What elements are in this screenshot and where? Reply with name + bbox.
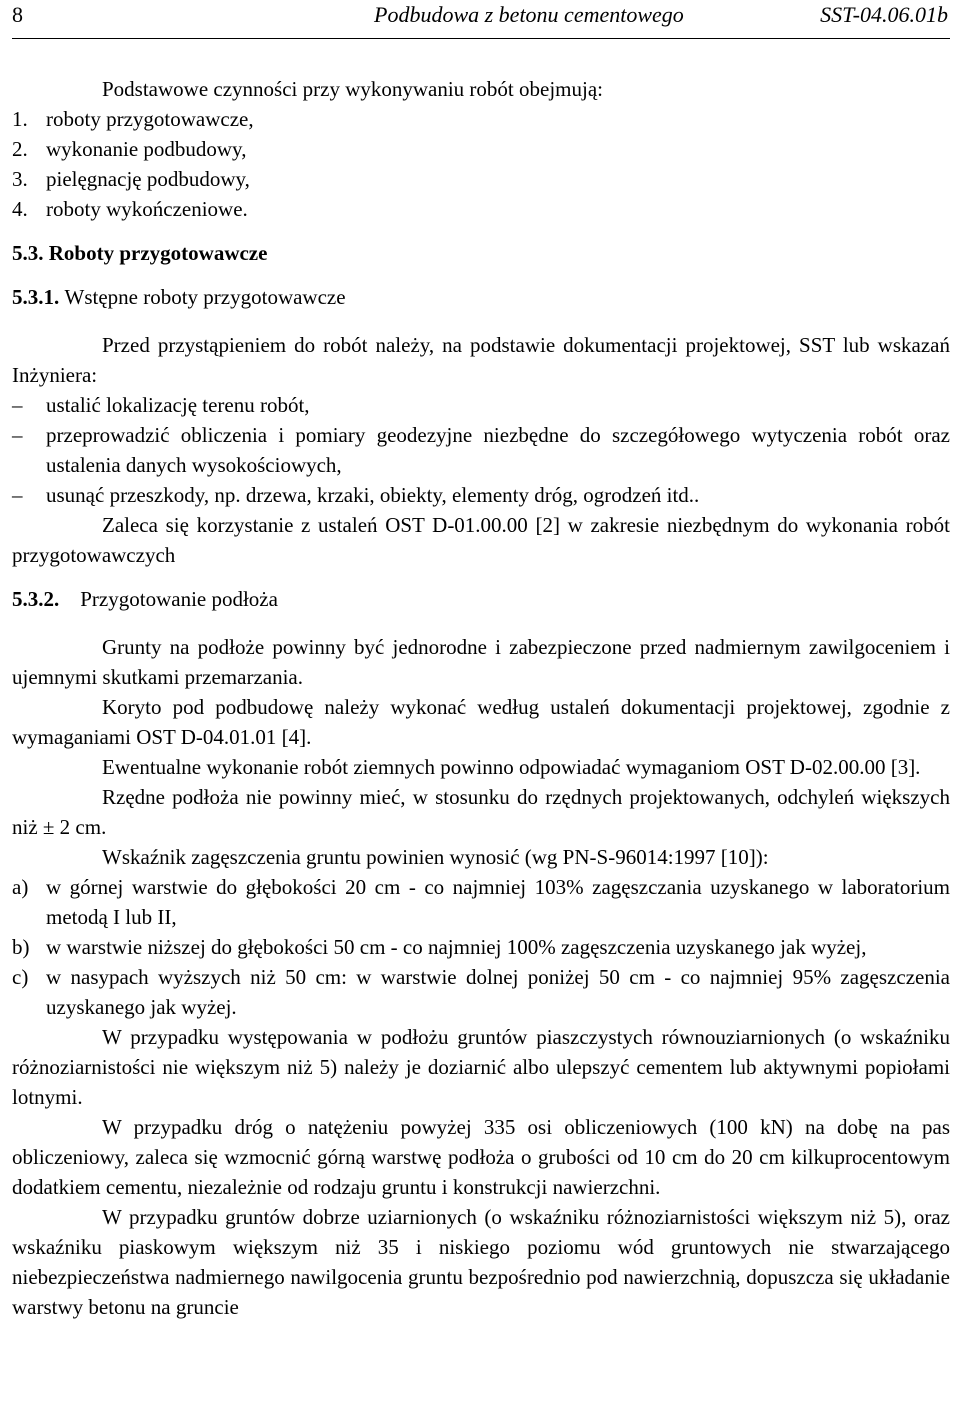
section-title: Roboty przygotowawcze xyxy=(48,241,268,265)
section-heading-5-3-2 xyxy=(12,584,950,614)
dash-item xyxy=(12,480,950,510)
paragraph-1: Grunty na podłoże powinny być jednorodne i zabezpieczone przed nadmiernym zawilgoceniem i ujemnymi skutkami przemarzania. xyxy=(12,635,950,689)
letter-item xyxy=(12,872,950,932)
letter-item xyxy=(12,932,950,962)
letter-item-text: w nasypach wyższych niż 50 cm: w warstwie dolnej poniżej 50 cm - co najmniej 95% zagęszczenia uzyskanego jak wyżej. xyxy=(46,965,950,1019)
dash-item-text: przeprowadzić obliczenia i pomiary geodezyjne niezbędne do szczegółowego wytyczenia robót oraz ustalenia danych wysokościowych, xyxy=(46,423,950,477)
step-number: 1. xyxy=(12,107,28,131)
step-item xyxy=(12,194,950,224)
dash-item-text: usunąć przeszkody, np. drzewa, krzaki, obiekty, elementy dróg, ogrodzeń itd.. xyxy=(46,483,700,507)
paragraph-prep: Przed przystąpieniem do robót należy, na podstawie dokumentacji projektowej, SST lub wskazań Inżyniera: xyxy=(12,333,950,387)
dash-item xyxy=(12,390,950,420)
paragraph-4: Rzędne podłoża nie powinny mieć, w stosunku do rzędnych projektowanych, odchyleń większych niż ± 2 cm. xyxy=(12,785,950,839)
dash-item-text: ustalić lokalizację terenu robót, xyxy=(46,393,310,417)
letter-marker: c) xyxy=(12,965,29,989)
paragraph-5: Wskaźnik zagęszczenia gruntu powinien wynosić (wg PN-S-96014:1997 [10]): xyxy=(102,845,769,869)
section-heading-5-3 xyxy=(12,238,950,268)
letter-item-text: w warstwie niższej do głębokości 50 cm - co najmniej 100% zagęszczenia uzyskanego jak wyżej, xyxy=(46,935,867,959)
step-number: 2. xyxy=(12,137,28,161)
section-number: 5.3.2. xyxy=(12,587,60,611)
letter-marker: b) xyxy=(12,935,30,959)
paragraph-2: Koryto pod podbudowę należy wykonać według ustaleń dokumentacji projektowej, zgodnie z wymaganiami OST D-04.01.01 [4]. xyxy=(12,695,950,749)
page-header xyxy=(12,0,950,39)
intro-paragraph: Podstawowe czynności przy wykonywaniu robót obejmują: xyxy=(102,77,603,101)
section-title: Wstępne roboty przygotowawcze xyxy=(64,285,346,309)
paragraph-3: Ewentualne wykonanie robót ziemnych powinno odpowiadać wymaganiom OST D-02.00.00 [3]. xyxy=(102,755,921,779)
page-content xyxy=(12,74,950,1322)
paragraph-ost: Zaleca się korzystanie z ustaleń OST D-01.00.00 [2] w zakresie niezbędnym do wykonania robót przygotowawczych xyxy=(12,513,950,567)
dash-marker: – xyxy=(12,423,23,447)
section-heading-5-3-1 xyxy=(12,282,950,312)
paragraph-6: W przypadku występowania w podłożu gruntów piaszczystych równouziarnionych (o wskaźniku różnoziarnistości nie większym niż 5) należy je doziarnić albo ulepszyć cementem lub aktywnymi popiołami lotnymi. xyxy=(12,1025,950,1109)
letter-list xyxy=(12,872,950,1022)
step-item xyxy=(12,164,950,194)
section-title: Przygotowanie podłoża xyxy=(80,587,278,611)
paragraph-7: W przypadku dróg o natężeniu powyżej 335 osi obliczeniowych (100 kN) na dobę na pas obliczeniowy, zaleca się wzmocnić górną warstwę podłoża o grubości od 10 cm do 20 cm kilkuprocentowym dodatkiem cementu, niezależnie od rodzaju gruntu i konstrukcji nawierzchni. xyxy=(12,1115,950,1199)
letter-item-text: w górnej warstwie do głębokości 20 cm - co najmniej 103% zagęszczania uzyskanego w laboratorium metodą I lub II, xyxy=(46,875,950,929)
step-text: roboty przygotowawcze, xyxy=(46,107,254,131)
dash-marker: – xyxy=(12,393,23,417)
document-code: SST-04.06.01b xyxy=(820,2,948,27)
dash-list xyxy=(12,390,950,510)
letter-marker: a) xyxy=(12,875,29,899)
step-number: 4. xyxy=(12,197,28,221)
steps-list xyxy=(12,104,950,224)
section-number: 5.3. xyxy=(12,241,44,265)
dash-item xyxy=(12,420,950,480)
section-number: 5.3.1. xyxy=(12,285,60,309)
step-item xyxy=(12,134,950,164)
letter-item xyxy=(12,962,950,1022)
dash-marker: – xyxy=(12,483,23,507)
step-text: wykonanie podbudowy, xyxy=(46,137,247,161)
paragraph-8: W przypadku gruntów dobrze uziarnionych (o wskaźniku różnoziarnistości większym niż 5), oraz wskaźniku piaskowym większym niż 35 i niskiego poziomu wód gruntowych nie stwarzającego niebezpieczeństwa nadmiernego nawilgocenia gruntu bezpośrednio pod nawierzchnią, dopuszcza się układanie warstwy betonu na gruncie xyxy=(12,1205,950,1319)
step-text: roboty wykończeniowe. xyxy=(46,197,248,221)
step-item xyxy=(12,104,950,134)
document-title: Podbudowa z betonu cementowego xyxy=(374,2,684,27)
step-text: pielęgnację podbudowy, xyxy=(46,167,250,191)
step-number: 3. xyxy=(12,167,28,191)
page-number: 8 xyxy=(12,2,23,27)
